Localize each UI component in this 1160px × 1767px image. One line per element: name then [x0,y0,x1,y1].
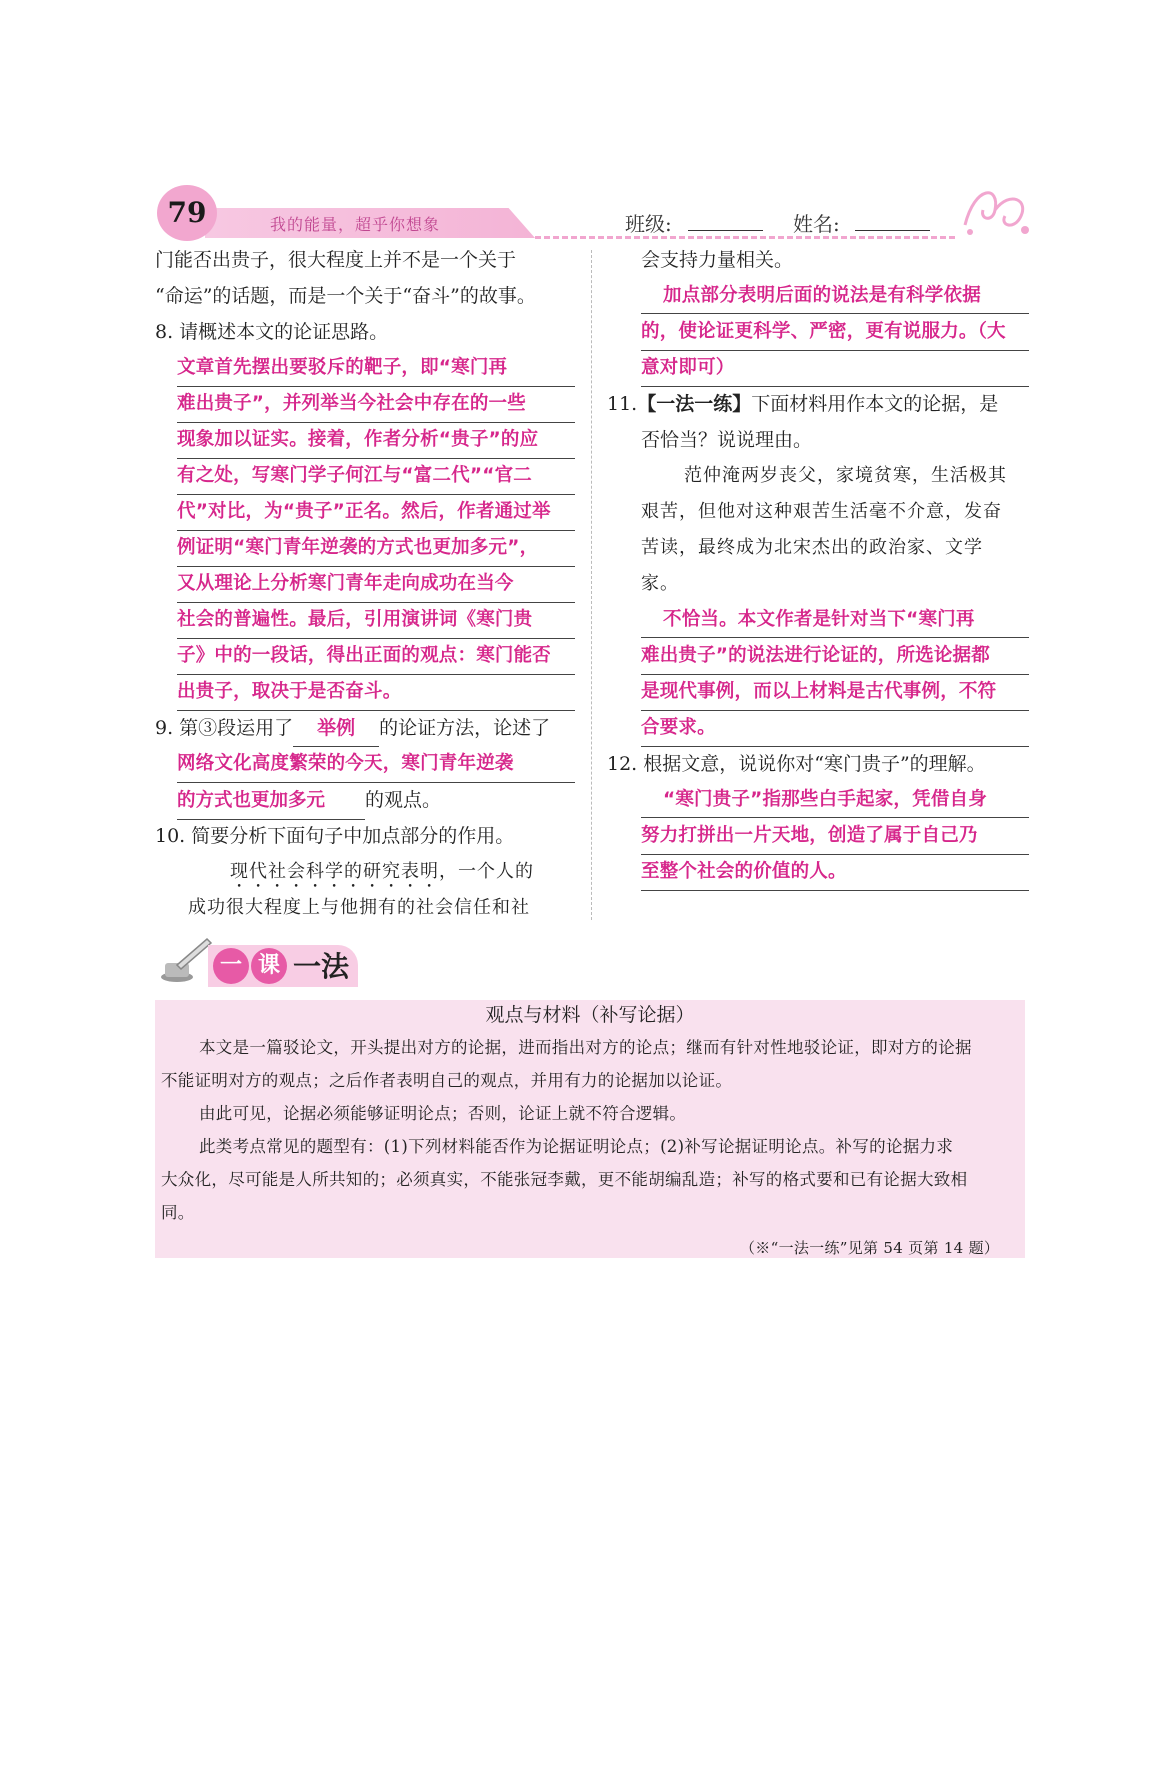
quill-inkwell-icon [155,935,215,985]
question-9 [155,710,550,746]
quote-rest: ，一个人的 [439,861,534,882]
left-text-line-1: 门能否出贵子，很大程度上并不是一个关于 [155,249,517,271]
answer-8-line: 例证明“寒门青年逆袭的方式也更加多元”， [177,530,575,567]
question-8: 8. 请概述本文的论证思路。 [155,321,389,343]
answer-8-line: 出贵子，取决于是否奋斗。 [177,674,575,711]
question-12: 12. 根据文意，说说你对“寒门贵子”的理解。 [607,753,986,775]
method-box-title: 观点与材料（补写论据） [485,1004,695,1026]
answer-12-line: 至整个社会的价值的人。 [641,854,1029,891]
section-badge-char-2: 课 [251,948,287,984]
question-10: 10. 简要分析下面句子中加点部分的作用。 [155,825,515,847]
answer-11-line: 难出贵子”的说法进行论证的，所选论据都 [641,638,1029,675]
method-paragraph-line: 本文是一篇驳论文，开头提出对方的论据，进而指出对方的论点；继而有针对性地驳论证，即对方的论据 [199,1038,972,1057]
name-blank[interactable] [855,230,930,231]
question-9-suffix: 的论证方法，论述了 [379,717,551,739]
question-11-text: 下面材料用作本文的论据，是 [751,393,999,415]
answer-8-line: 现象加以证实。接着，作者分析“贵子”的应 [177,422,575,459]
answer-9-end: 的观点。 [365,789,442,811]
answer-11-line: 是现代事例，而以上材料是古代事例，不符 [641,674,1029,711]
answer-12-line: “寒门贵子”指那些白手起家，凭借自身 [641,782,1029,818]
answer-8-line: 有之处，写寒门学子何江与“富二代”“官二 [177,458,575,495]
method-paragraph-line: 同。 [161,1203,195,1222]
answer-8-line: 社会的普遍性。最后，引用演讲词《寒门贵 [177,602,575,639]
answer-8-line: 又从理论上分析寒门青年走向成功在当今 [177,566,575,603]
answer-8-line: 难出贵子”，并列举当今社会中存在的一些 [177,386,575,423]
answer-8-line: 代”对比，为“贵子”正名。然后，作者通过举 [177,494,575,531]
floral-ornament-icon [955,180,1035,240]
method-paragraph-line: 由此可见，论据必须能够证明论点；否则，论证上就不符合逻辑。 [199,1104,687,1123]
question-11-number: 11. [607,393,638,415]
quote-line-2: 成功很大程度上与他拥有的社会信任和社 [188,897,530,918]
answer-9-line: 的方式也更加多元 [177,783,365,820]
answer-8-line: 文章首先摆出要驳斥的靶子，即“寒门再 [177,350,575,387]
right-text-line-1: 会支持力量相关。 [641,249,794,271]
question-11-tag: 【一法一练】 [637,393,752,415]
section-badge-char-1: 一 [213,948,249,984]
question-11-line-2: 否恰当？说说理由。 [641,429,813,451]
answer-10-line: 的，使论证更科学、严密，更有说服力。（大 [641,314,1029,351]
method-paragraph-line: 不能证明对方的观点；之后作者表明自己的观点，并用有力的论据加以论证。 [161,1071,733,1090]
answer-8-line: 子》中的一段话，得出正面的观点：寒门能否 [177,638,575,675]
answer-12-line: 努力打拼出一片天地，创造了属于自己乃 [641,818,1029,855]
question-11 [607,386,998,422]
class-label: 班级: [625,212,672,236]
class-blank[interactable] [688,230,763,231]
method-paragraph-line: 此类考点常见的题型有：(1)下列材料能否作为论据证明论点；(2)补写论据证明论点。补写的论据力求 [199,1137,954,1156]
left-text-line-2: “命运”的话题，而是一个关于“奋斗”的故事。 [155,285,536,307]
answer-9-end-line [177,782,441,818]
name-label: 姓名: [793,212,840,236]
material-line: 家。 [641,573,679,594]
quote-emphasized: 现代社会科学的研究表明 [230,861,439,882]
header-slogan: 我的能量，超乎你想象 [270,215,441,234]
page-number: 79 [157,185,217,241]
answer-9-line: 网络文化高度繁荣的今天，寒门青年逆袭 [177,746,575,783]
section-title: 一法 [293,950,350,983]
answer-11-line: 不恰当。本文作者是针对当下“寒门再 [641,602,1029,638]
header-dash-line [535,236,955,239]
answer-10-line: 加点部分表明后面的说法是有科学依据 [641,278,1029,314]
material-line: 苦读，最终成为北宋杰出的政治家、文学 [641,537,983,558]
answer-10-line: 意对即可） [641,350,1029,387]
material-line: 范仲淹两岁丧父，家境贫寒，生活极其 [684,465,1007,486]
material-line: 艰苦，但他对这种艰苦生活毫不介意，发奋 [641,501,1002,522]
question-9-prefix: 9. 第③段运用了 [155,717,294,739]
quote-line-1 [230,854,534,890]
method-paragraph-line: 大众化，尽可能是人所共知的；必须真实，不能张冠李戴，更不能胡编乱造；补写的格式要和已有论据大致相 [161,1170,968,1189]
question-9-blank-answer: 举例 [293,710,379,747]
answer-11-line: 合要求。 [641,710,1029,747]
column-divider [591,250,592,920]
method-reference: （※“一法一练”见第 54 页第 14 题） [740,1239,1000,1257]
